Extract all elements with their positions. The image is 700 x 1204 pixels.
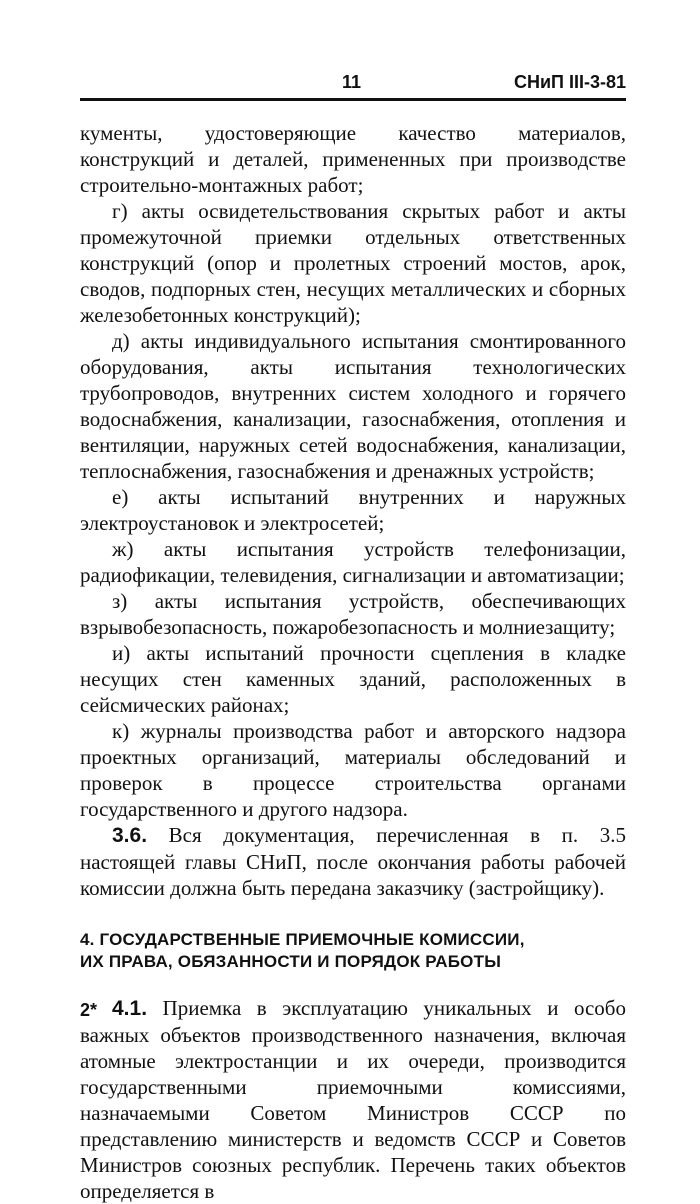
clause-text: Приемка в эксплуатацию уникальных и особо важных объектов производственного назначения, включая атомные электростанции и их очереди, производится государственными приемочными комиссиями, назначаемыми Советом Министров СССР по представлению министерств и ведомств СССР и Советов Министров союзных республик. Перечень таких объектов определяется в xyxy=(80,996,626,1203)
running-header xyxy=(80,72,626,98)
clause-number: 3.6. xyxy=(112,824,148,847)
list-item-k: к) журналы производства работ и авторского надзора проектных организаций, материалы обследований и проверок в процессе строительства органами государственного и другого надзора. xyxy=(80,719,626,821)
signature-mark: 2* xyxy=(80,1000,98,1020)
list-item-e: е) акты испытаний внутренних и наружных электроустановок и электросетей; xyxy=(80,485,626,535)
clause-text: Вся документация, перечисленная в п. 3.5 настоящей главы СНиП, после окончания работы рабочей комиссии должна быть передана заказчику (застройщику). xyxy=(80,823,626,900)
list-item-z: з) акты испытания устройств, обеспечивающих взрывобезопасность, пожаробезопасность и молниезащиту; xyxy=(80,589,626,639)
list-item-i: и) акты испытаний прочности сцепления в кладке несущих стен каменных зданий, расположенных в сейсмических районах; xyxy=(80,641,626,717)
section-heading-line-2: ИХ ПРАВА, ОБЯЗАННОСТИ И ПОРЯДОК РАБОТЫ xyxy=(80,952,502,971)
list-item-d: д) акты индивидуального испытания смонтированного оборудования, акты испытания технологических трубопроводов, внутренних систем холодного и горячего водоснабжения, канализации, газоснабжения, отопления и вентиляции, наружных сетей водоснабжения, канализации, теплоснабжения, газоснабжения и дренажных устройств; xyxy=(80,329,626,483)
document-body xyxy=(80,120,626,1204)
section-heading-line-1: 4. ГОСУДАРСТВЕННЫЕ ПРИЕМОЧНЫЕ КОМИССИИ, xyxy=(80,930,525,949)
section-heading xyxy=(80,929,626,973)
page-header-area xyxy=(80,72,626,98)
clause-number: 4.1. xyxy=(112,997,148,1020)
page-number: 11 xyxy=(342,72,362,92)
list-item-zh: ж) акты испытания устройств телефонизации, радиофикации, телевидения, сигнализации и автоматизации; xyxy=(80,537,626,587)
list-item-g: г) акты освидетельствования скрытых работ и акты промежуточной приемки отдельных ответственных конструкций (опор и пролетных строений мостов, арок, сводов, подпорных стен, несущих металлических и сборных железобетонных конструкций); xyxy=(80,199,626,327)
clause-3-6 xyxy=(80,822,626,901)
header-rule xyxy=(80,98,626,101)
paragraph-continuation: кументы, удостоверяющие качество материалов, конструкций и деталей, примененных при производстве строительно-монтажных работ; xyxy=(80,121,626,197)
clause-4-1 xyxy=(80,995,626,1204)
document-code: СНиП III-3-81 xyxy=(513,72,626,92)
